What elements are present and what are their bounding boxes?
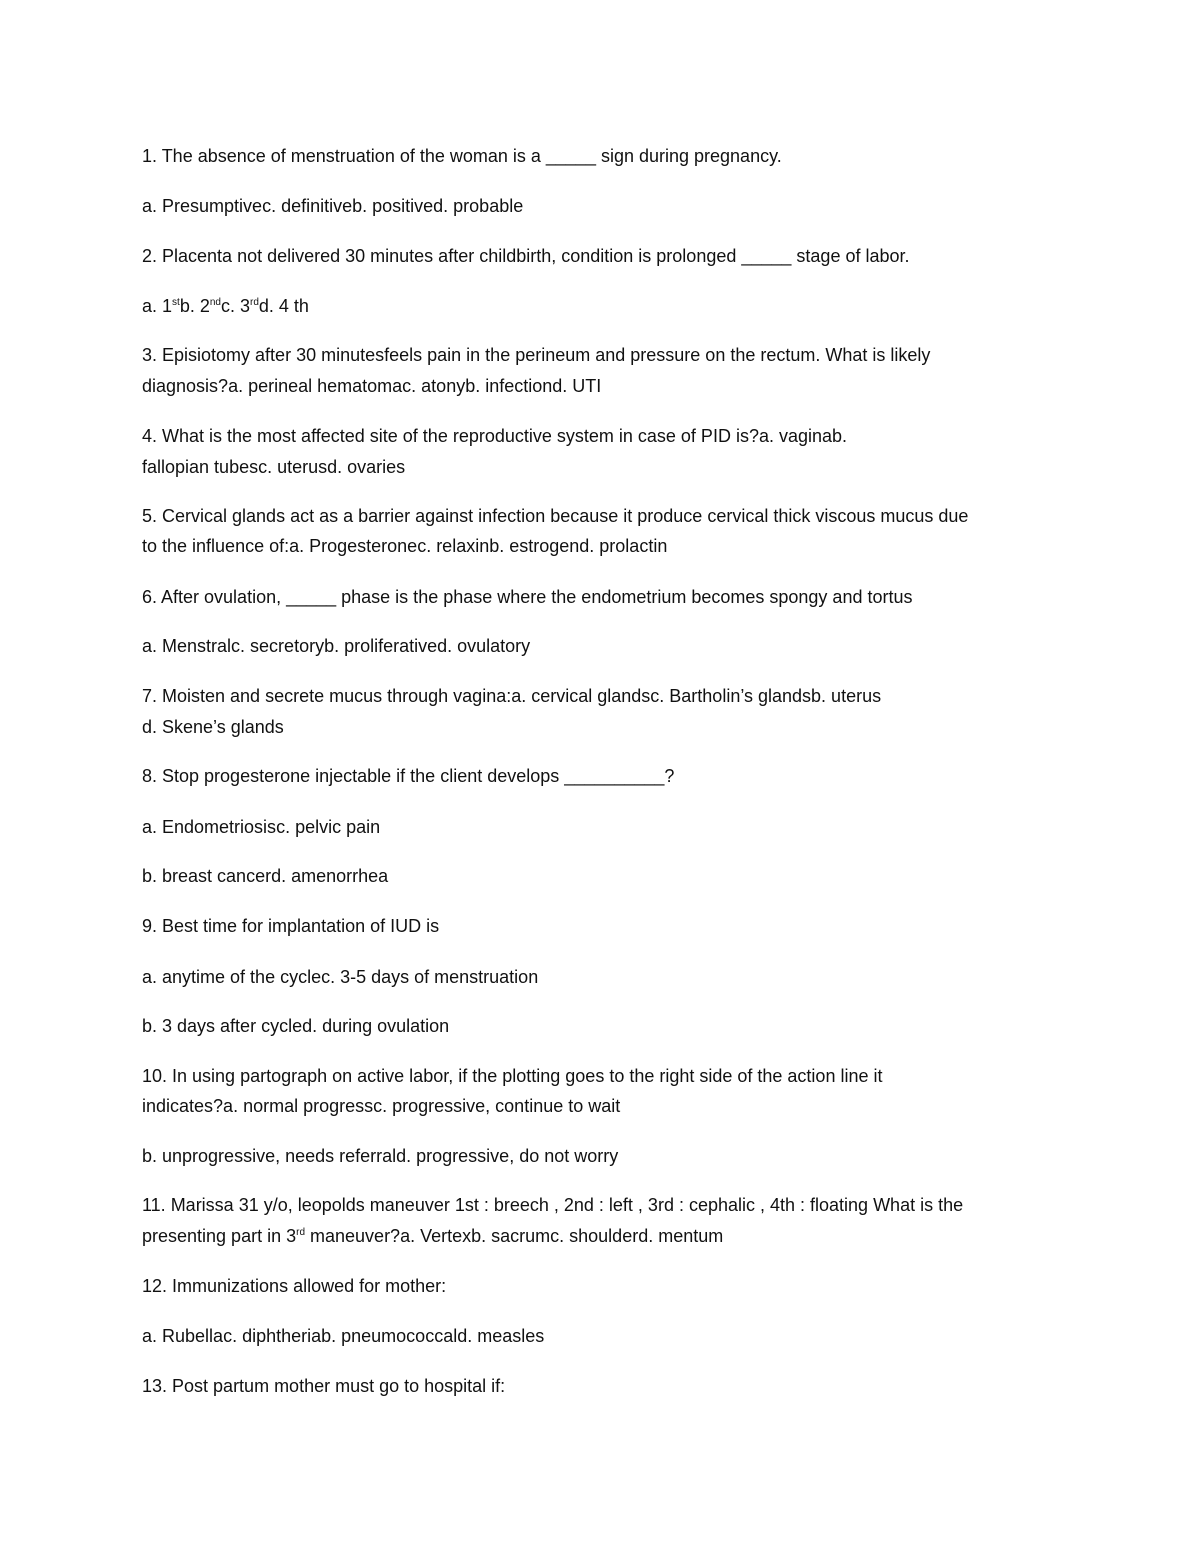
question-6-options bbox=[142, 635, 530, 657]
question-10-line-3 bbox=[142, 1145, 618, 1167]
question-10-option-b: b. unprogressive, needs referral bbox=[142, 1146, 397, 1166]
question-10-text: 10. In using partograph on active labor, if the plotting goes to the right side of the action line it bbox=[142, 1066, 883, 1086]
question-6-stem bbox=[142, 586, 912, 608]
question-2-options bbox=[142, 295, 309, 317]
question-7-option-c: c. Bartholin’s glandsb. uterus bbox=[650, 686, 882, 706]
question-11-text: 11. Marissa 31 y/o, leopolds maneuver 1st : breech , 2nd : left , 3rd : cephalic , 4th : floating What is the bbox=[142, 1195, 964, 1215]
question-7-line-2 bbox=[142, 716, 284, 738]
question-1-options bbox=[142, 195, 523, 217]
question-5-line-2 bbox=[142, 535, 667, 557]
question-7-option-d: d. Skene’s glands bbox=[142, 717, 284, 737]
question-4-option-b-c: fallopian tubesc. uterus bbox=[142, 457, 328, 477]
question-7-line-1 bbox=[142, 685, 881, 707]
question-12-stem bbox=[142, 1275, 446, 1297]
question-4-text: 4. What is the most affected site of the reproductive system in case of PID is?a. vagina bbox=[142, 426, 833, 446]
question-6-option-c: c. secretoryb. proliferative bbox=[231, 636, 438, 656]
question-8-option-a: a. Endometriosis bbox=[142, 817, 277, 837]
question-10-line-1 bbox=[142, 1065, 882, 1087]
question-12-options bbox=[142, 1325, 544, 1347]
question-1-option-d: d. probable bbox=[433, 196, 524, 216]
question-8-option-b: b. breast cancer bbox=[142, 866, 272, 886]
question-12-option-a: a. Rubella bbox=[142, 1326, 224, 1346]
question-2-option-d: d. 4 th bbox=[258, 296, 309, 316]
question-2-option-a: a. 1st bbox=[142, 296, 180, 316]
question-9-options-row-2 bbox=[142, 1015, 449, 1037]
question-2-option-b: b. 2nd bbox=[179, 296, 221, 316]
question-12-text: 12. Immunizations allowed for mother: bbox=[142, 1276, 447, 1296]
question-10-line-2 bbox=[142, 1095, 620, 1117]
question-8-text: 8. Stop progesterone injectable if the client develops __________? bbox=[142, 766, 675, 786]
question-11-option-a: presenting part in 3rd maneuver?a. Vertex bbox=[142, 1226, 472, 1246]
question-5-text: 5. Cervical glands act as a barrier against infection because it produce cervical thick viscous mucus due bbox=[142, 506, 969, 526]
question-13-text: 13. Post partum mother must go to hospital if: bbox=[142, 1376, 506, 1396]
question-12-option-c: c. diphtheriab. pneumococcal bbox=[223, 1326, 458, 1346]
question-3-option-a: diagnosis?a. perineal hematoma bbox=[142, 376, 403, 396]
question-9-option-a: a. anytime of the cycle bbox=[142, 967, 322, 987]
question-10-option-c: c. progressive, continue to wait bbox=[373, 1096, 621, 1116]
question-13-stem bbox=[142, 1375, 505, 1397]
question-8-options-row-2 bbox=[142, 865, 388, 887]
question-4-option-b-label: b. bbox=[832, 426, 848, 446]
question-4-line-2 bbox=[142, 456, 405, 478]
question-5-option-a: to the influence of:a. Progesterone bbox=[142, 536, 418, 556]
question-11-line-2 bbox=[142, 1225, 723, 1247]
question-1-text: 1. The absence of menstruation of the woman is a _____ sign during pregnancy. bbox=[142, 146, 782, 166]
question-8-options-row-1 bbox=[142, 816, 380, 838]
question-3-line-2 bbox=[142, 375, 601, 397]
question-6-option-a: a. Menstral bbox=[142, 636, 232, 656]
question-5-option-d: d. prolactin bbox=[579, 536, 668, 556]
question-1-option-c: c. definitiveb. positive bbox=[262, 196, 434, 216]
question-9-option-d: d. during ovulation bbox=[302, 1016, 450, 1036]
question-11-line-1 bbox=[142, 1194, 963, 1216]
question-2-option-c: c. 3rd bbox=[220, 296, 259, 316]
question-8-option-d: d. amenorrhea bbox=[271, 866, 389, 886]
question-12-option-d: d. measles bbox=[457, 1326, 545, 1346]
question-1-option-a: a. Presumptive bbox=[142, 196, 263, 216]
question-3-option-c: c. atonyb. infection bbox=[402, 376, 553, 396]
question-5-option-c: c. relaxinb. estrogen bbox=[417, 536, 580, 556]
question-3-option-d: d. UTI bbox=[552, 376, 602, 396]
question-8-option-c: c. pelvic pain bbox=[276, 817, 381, 837]
question-9-options-row-1 bbox=[142, 966, 538, 988]
question-3-line-1 bbox=[142, 344, 930, 366]
question-7-text: 7. Moisten and secrete mucus through vagina:a. cervical glands bbox=[142, 686, 651, 706]
question-6-text: 6. After ovulation, _____ phase is the phase where the endometrium becomes spongy and tortus bbox=[142, 587, 913, 607]
question-2-stem bbox=[142, 245, 910, 267]
question-9-text: 9. Best time for implantation of IUD is bbox=[142, 916, 440, 936]
question-5-line-1 bbox=[142, 505, 968, 527]
question-10-option-d: d. progressive, do not worry bbox=[396, 1146, 619, 1166]
question-10-option-a: indicates?a. normal progress bbox=[142, 1096, 374, 1116]
question-4-line-1 bbox=[142, 425, 847, 447]
question-9-option-c: c. 3-5 days of menstruation bbox=[321, 967, 539, 987]
question-8-stem bbox=[142, 765, 674, 787]
question-1-stem bbox=[142, 145, 782, 167]
question-9-option-b: b. 3 days after cycle bbox=[142, 1016, 303, 1036]
question-4-option-d: d. ovaries bbox=[327, 457, 406, 477]
question-2-text: 2. Placenta not delivered 30 minutes after childbirth, condition is prolonged _____ stage of labor. bbox=[142, 246, 910, 266]
question-9-stem bbox=[142, 915, 439, 937]
question-11-option-b-c: b. sacrumc. shoulder bbox=[471, 1226, 639, 1246]
question-3-text: 3. Episiotomy after 30 minutesfeels pain in the perineum and pressure on the rectum. What is likely bbox=[142, 345, 931, 365]
question-6-option-d: d. ovulatory bbox=[437, 636, 531, 656]
question-11-option-d: d. mentum bbox=[638, 1226, 724, 1246]
